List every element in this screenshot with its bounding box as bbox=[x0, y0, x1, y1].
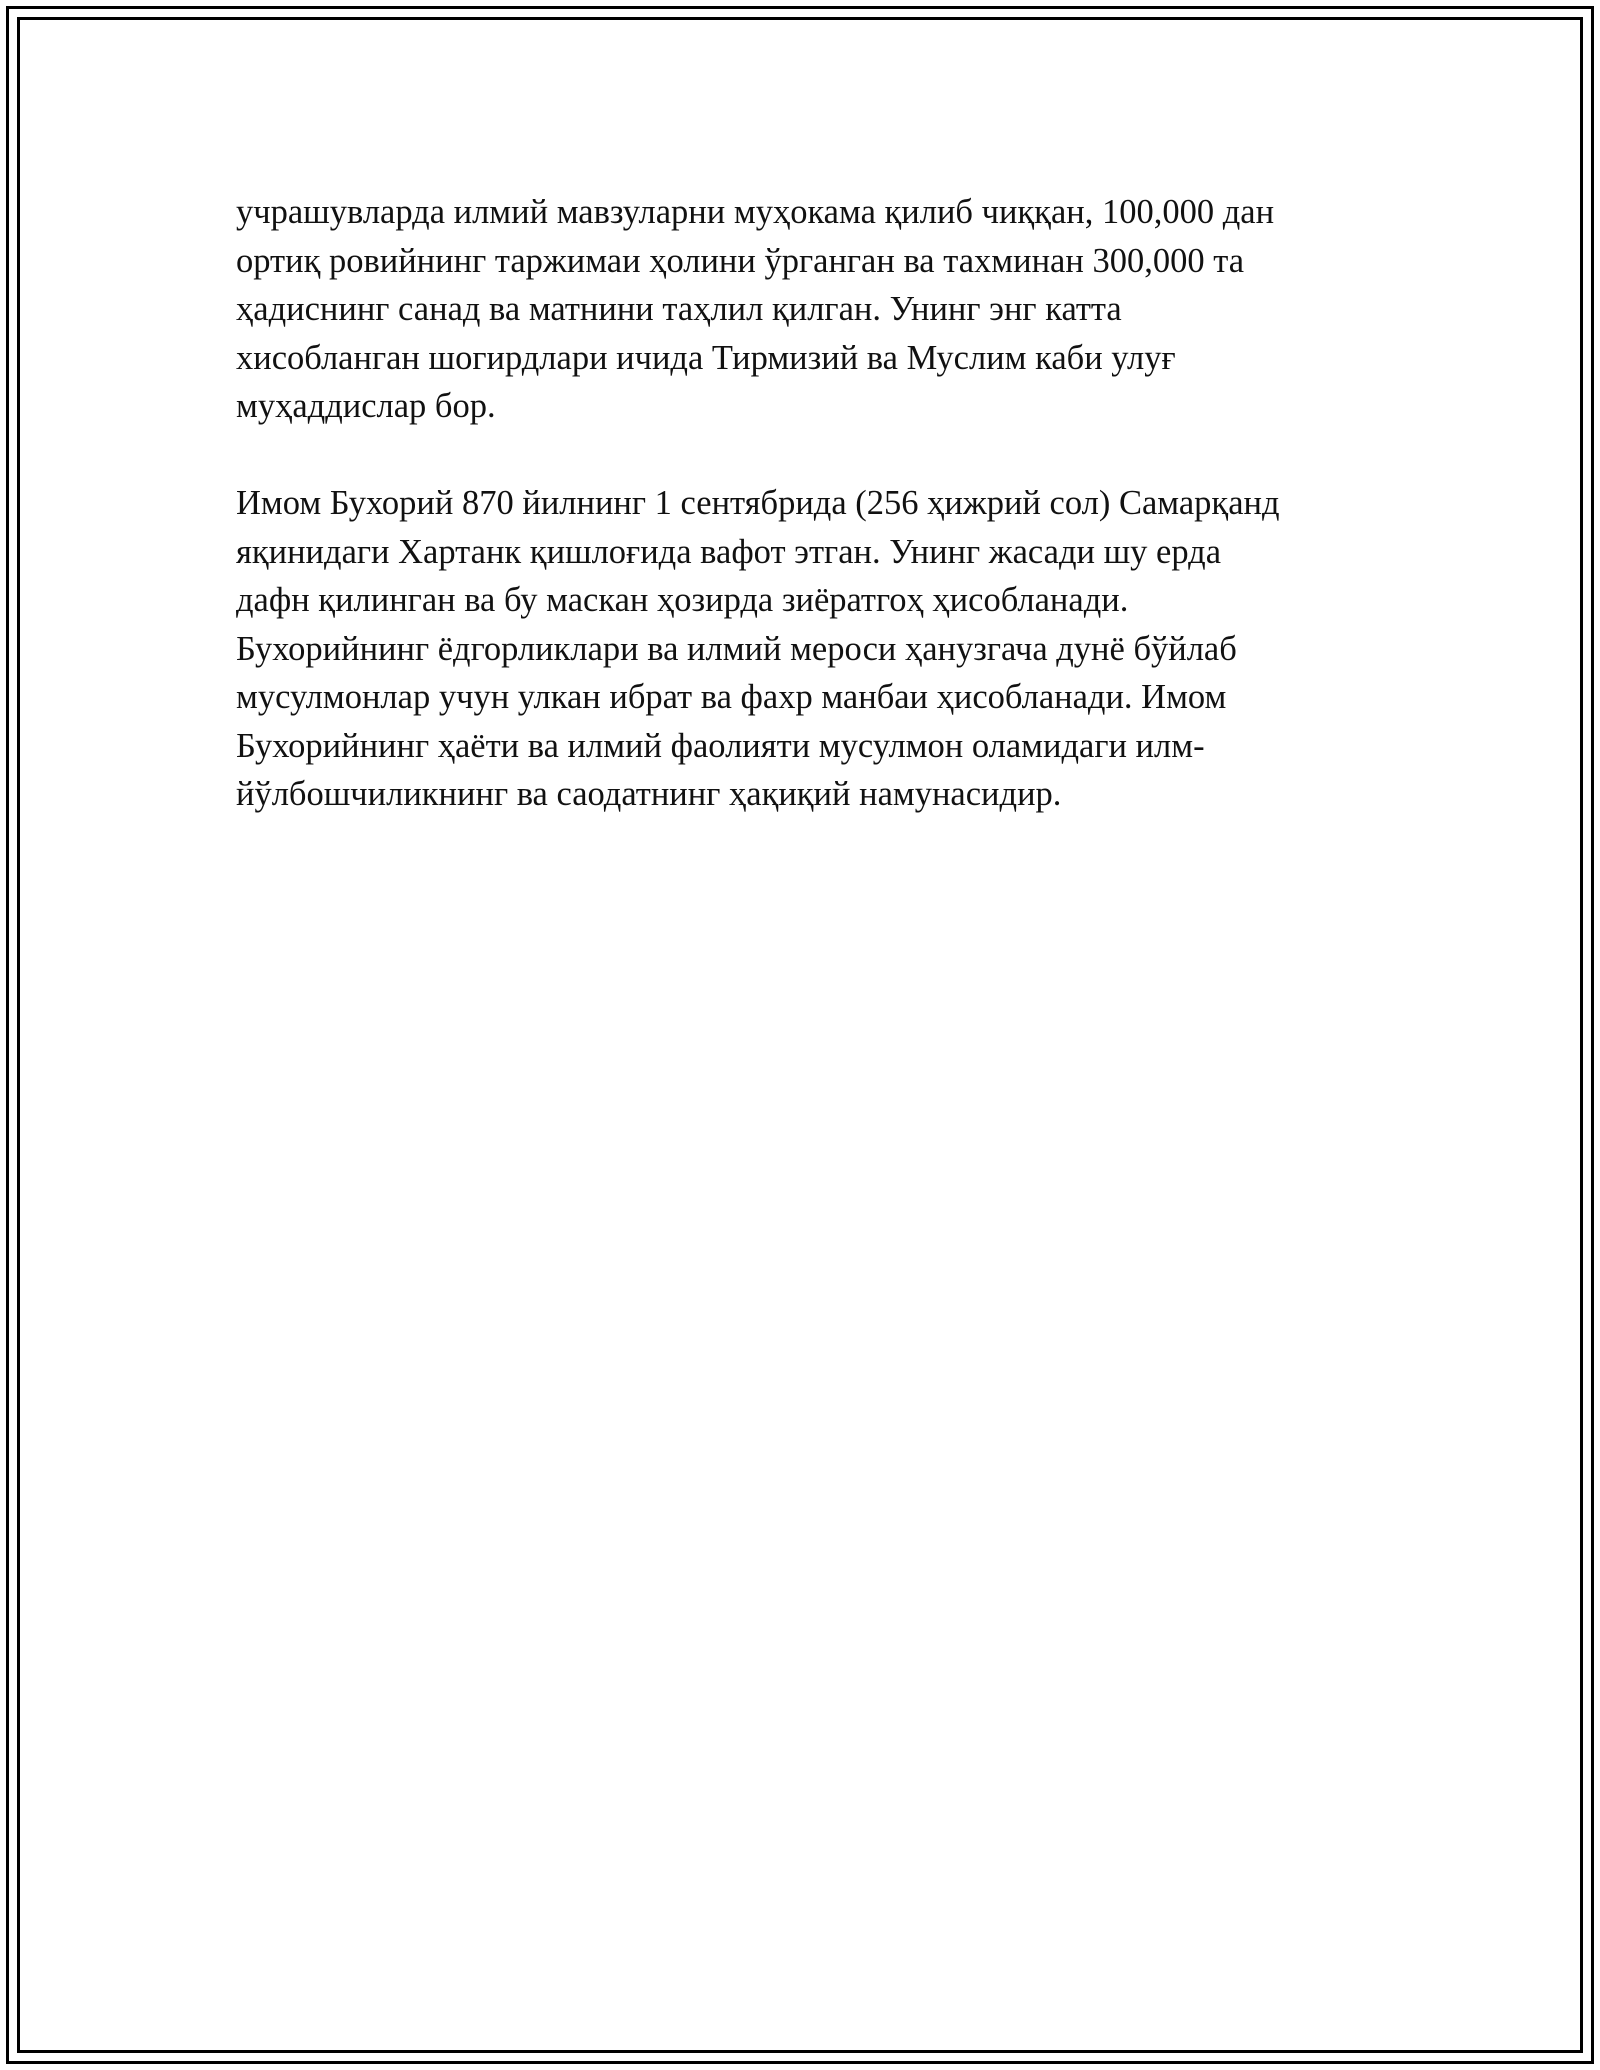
paragraph-1 bbox=[236, 188, 1366, 431]
text-line: ҳадиснинг санад ва матнини таҳлил қилган. Унинг энг катта bbox=[236, 290, 1122, 328]
paragraph-2 bbox=[236, 479, 1366, 819]
text-line: ортиқ ровийнинг таржимаи ҳолини ўрганган ва тахминан 300,000 та bbox=[236, 241, 1245, 280]
text-line: йўлбошчиликнинг ва саодатнинг ҳақиқий намунасидир. bbox=[236, 775, 1062, 813]
text-line: муҳаддислар бор. bbox=[236, 387, 496, 425]
text-line: Бухорийнинг ҳаёти ва илмий фаолияти мусулмон оламидаги илм- bbox=[236, 726, 1205, 765]
text-line: мусулмонлар учун улкан ибрат ва фахр манбаи ҳисобланади. Имом bbox=[236, 678, 1227, 716]
text-line: учрашувларда илмий мавзуларни муҳокама қилиб чиққан, 100,000 дан bbox=[236, 193, 1275, 231]
text-line: дафн қилинган ва бу маскан ҳозирда зиёратгоҳ ҳисобланади. bbox=[236, 581, 1129, 619]
text-line: хисобланган шогирдлари ичида Тирмизий ва Муслим каби улуғ bbox=[236, 338, 1176, 377]
text-line: Бухорийнинг ёдгорликлари ва илмий мероси ҳанузгача дунё бўйлаб bbox=[236, 629, 1237, 668]
text-line: яқинидаги Хартанк қишлоғида вафот этган. Унинг жасади шу ерда bbox=[236, 532, 1222, 571]
document-body bbox=[236, 188, 1366, 819]
text-line: Имом Бухорий 870 йилнинг 1 сентябрида (256 ҳижрий сол) Самарқанд bbox=[236, 484, 1280, 522]
